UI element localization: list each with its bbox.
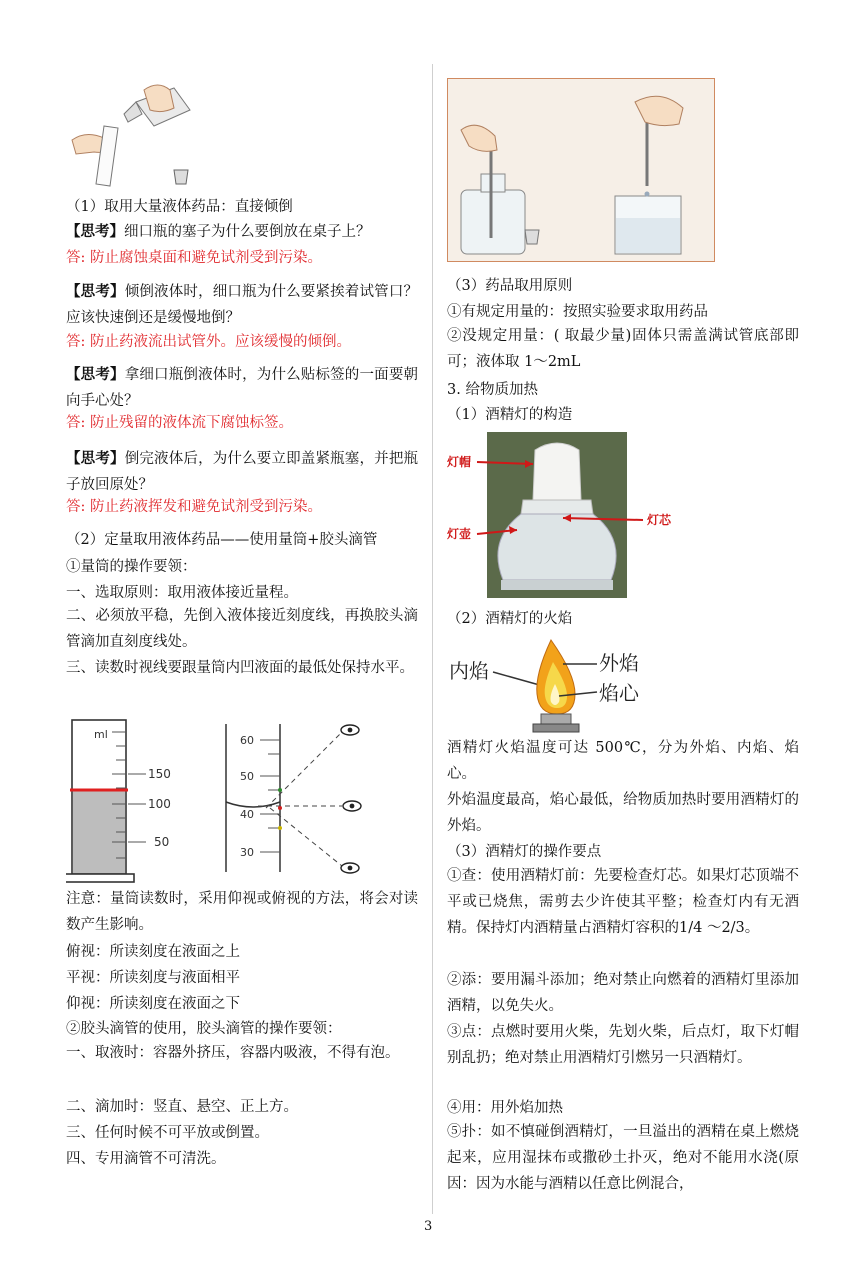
cylinder-rule-2: 二、必须放平稳，先倒入液体接近刻度线，再换胶头滴管滴加直刻度线处。 [66,608,418,650]
principle-heading: （3）药品取用原则 [447,278,573,294]
dropper-rule-1: 一、取液时：容器外挤压，容器内吸液，不得有泡。 [66,1045,400,1061]
reading-pingshi: 平视：所读刻度与液面相平 [66,970,240,986]
think-tag: 【思考】 [66,366,125,383]
reading-yangshi: 仰视：所读刻度在液面之下 [66,996,240,1012]
lamp-op-extinguish: ⑤扑：如不慎碰倒酒精灯，一旦溢出的酒精在桌上燃烧起来，应用湿抹布或撒砂土扑灭，绝对不能用水浇(原因：因为水能与酒精以任意比例混合， [447,1124,799,1192]
answer-4: 答: 防止药液挥发和避免试剂受到污染。 [66,499,322,515]
eye-icon [341,725,359,735]
question-text: 拿细口瓶倒液体时，为什么贴标签的一面要朝向手心处？ [66,367,419,409]
lamp-label-body: 灯壶 [447,527,472,541]
think-question-1 [66,219,418,245]
principle-2: ②没规定用量：( 取最少量)固体只需盖满试管底部即可；液体取 1～2mL [447,328,799,370]
tick-label-50: 50 [154,835,170,849]
answer-3: 答: 防止残留的液体流下腐蚀标签。 [66,415,293,431]
eye-icon [341,863,359,873]
question-text: 倒完液体后，为什么要立即盖紧瓶塞，并把瓶子放回原处？ [66,451,419,493]
reading-tick-50: 50 [240,770,254,783]
alcohol-lamp-figure [447,430,707,600]
flame-figure [447,634,707,734]
reading-tick-30: 30 [240,846,254,859]
think-tag: 【思考】 [66,223,124,240]
ops-heading: （3）酒精灯的操作要点 [447,844,602,860]
cylinder-rule-3: 三、读数时视线要跟量筒内凹液面的最低处保持水平。 [66,660,414,676]
think-question-2 [66,279,418,331]
cylinder-title: ①量筒的操作要领： [66,559,197,575]
flame-heading: （2）酒精灯的火焰 [447,611,573,627]
flame-label-outer: 外焰 [599,651,639,675]
question-text: 倾倒液体时，细口瓶为什么要紧挨着试管口？应该快速倒还是缓慢地倒？ [66,284,419,326]
page-number: 3 [424,1219,433,1234]
lamp-op-check: ①查：使用酒精灯前：先要检查灯芯。如果灯芯顶端不平或已烧焦，需剪去少许使其平整；检查灯内有无酒精。保持灯内酒精量占酒精灯容积的1/4 ～2/3。 [447,868,799,936]
think-question-4 [66,446,418,498]
pour-heading: （1）取用大量液体药品：直接倾倒 [66,199,293,215]
principle-1: ①有规定用量的：按照实验要求取用药品 [447,304,708,320]
heat-heading: 3. 给物质加热 [447,382,538,398]
dropper-rule-2: 二、滴加时：竖直、悬空、正上方。 [66,1099,298,1115]
lamp-label-cap: 灯帽 [447,455,472,469]
lamp-op-use: ④用：用外焰加热 [447,1100,563,1116]
graduated-cylinder-figure [66,712,186,884]
flame-text-2: 外焰温度最高，焰心最低，给物质加热时要用酒精灯的外焰。 [447,792,799,834]
think-tag: 【思考】 [66,283,125,300]
lamp-op-add: ②添：要用漏斗添加；绝对禁止向燃着的酒精灯里添加酒精，以免失火。 [447,972,799,1014]
think-question-3 [66,362,418,414]
think-tag: 【思考】 [66,450,125,467]
dropper-rule-3: 三、任何时候不可平放或倒置。 [66,1125,269,1141]
lamp-label-wick: 灯芯 [647,513,672,527]
lamp-heading: （1）酒精灯的构造 [447,407,573,423]
pouring-illustration [66,80,196,190]
dropper-illustration [447,78,715,262]
tick-label-150: 150 [148,767,171,781]
reading-tick-40: 40 [240,808,254,821]
lamp-op-light: ③点：点燃时要用火柴，先划火柴，后点灯，取下灯帽别乱扔；绝对禁止用酒精灯引燃另一只酒精灯。 [447,1024,799,1066]
tick-label-100: 100 [148,797,171,811]
answer-1: 答: 防止腐蚀桌面和避免试剂受到污染。 [66,250,322,266]
flame-label-inner: 内焰 [449,659,489,683]
reading-tick-60: 60 [240,734,254,747]
reading-fushi: 俯视：所读刻度在液面之上 [66,944,240,960]
dropper-rule-4: 四、专用滴管不可清洗。 [66,1151,226,1167]
reading-note: 注意：量筒读数时，采用仰视或俯视的方法，将会对读数产生影响。 [66,891,418,933]
dropper-title: ②胶头滴管的使用，胶头滴管的操作要领： [66,1021,342,1037]
flame-label-core: 焰心 [599,681,639,705]
answer-2: 答: 防止药液流出试管外。应该缓慢的倾倒。 [66,334,351,350]
quant-heading: （2）定量取用液体药品——使用量筒+胶头滴管 [66,532,378,548]
flame-text-1: 酒精灯火焰温度可达 500℃，分为外焰、内焰、焰心。 [447,740,799,782]
question-text: 细口瓶的塞子为什么要倒放在桌子上？ [124,224,371,240]
cylinder-unit-label: ml [94,728,108,741]
eye-icon [343,801,361,811]
reading-angle-figure [218,716,368,876]
column-divider [432,64,433,1214]
cylinder-rule-1: 一、选取原则：取用液体接近量程。 [66,585,298,601]
